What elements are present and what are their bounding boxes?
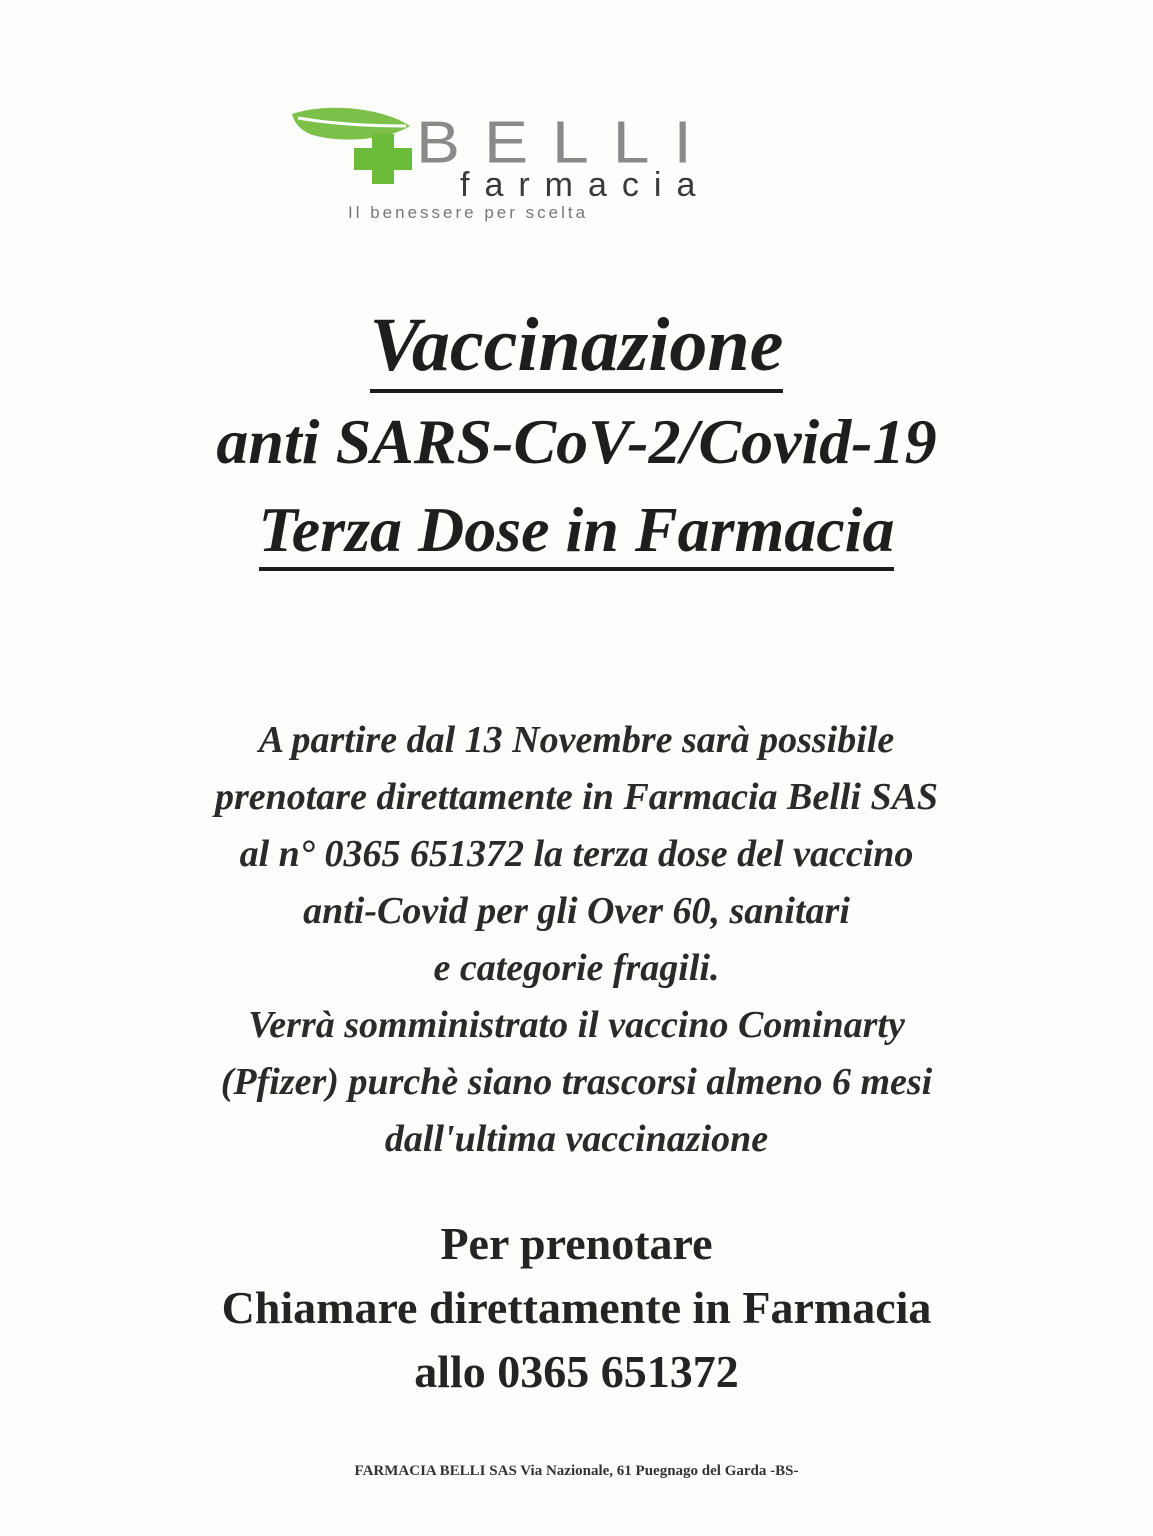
body-line: A partire dal 13 Novembre sarà possibile [258,719,895,761]
booking-call-to-action [0,1212,1153,1404]
body-line: anti-Covid per gli Over 60, sanitari [303,890,850,932]
cta-line: Chiamare direttamente in Farmacia [221,1282,932,1333]
body-line: e categorie fragili. [433,947,720,989]
body-line: Verrà somministrato il vaccino Cominarty [248,1004,905,1046]
body-line: dall'ultima vaccinazione [384,1118,769,1160]
leaf-cross-logo-icon [288,104,428,189]
cta-phone-line: allo 0365 651372 [414,1346,739,1397]
logo-subtitle-text: farmacia [460,166,711,204]
logo-tagline: Il benessere per scelta [348,203,589,222]
logo-brand-text: BELLI [416,108,716,175]
page-subtitle: anti SARS-CoV-2/Covid-19 [216,406,937,477]
page-title [0,300,1153,390]
body-line: al n° 0365 651372 la terza dose del vaccino [239,833,914,875]
footer-address: FARMACIA BELLI SAS Via Nazionale, 61 Puegnago del Garda -BS- [354,1463,799,1479]
body-line: prenotare direttamente in Farmacia Belli SAS [214,776,939,818]
page-subheading [0,492,1153,568]
page-subheading-text: Terza Dose in Farmacia [259,494,895,571]
page-title-text: Vaccinazione [370,303,784,393]
announcement-body [60,712,1093,1168]
pharmacy-logo [288,104,833,229]
body-line: (Pfizer) purchè siano trascorsi almeno 6 mesi [220,1061,933,1103]
cta-line: Per prenotare [440,1218,713,1269]
